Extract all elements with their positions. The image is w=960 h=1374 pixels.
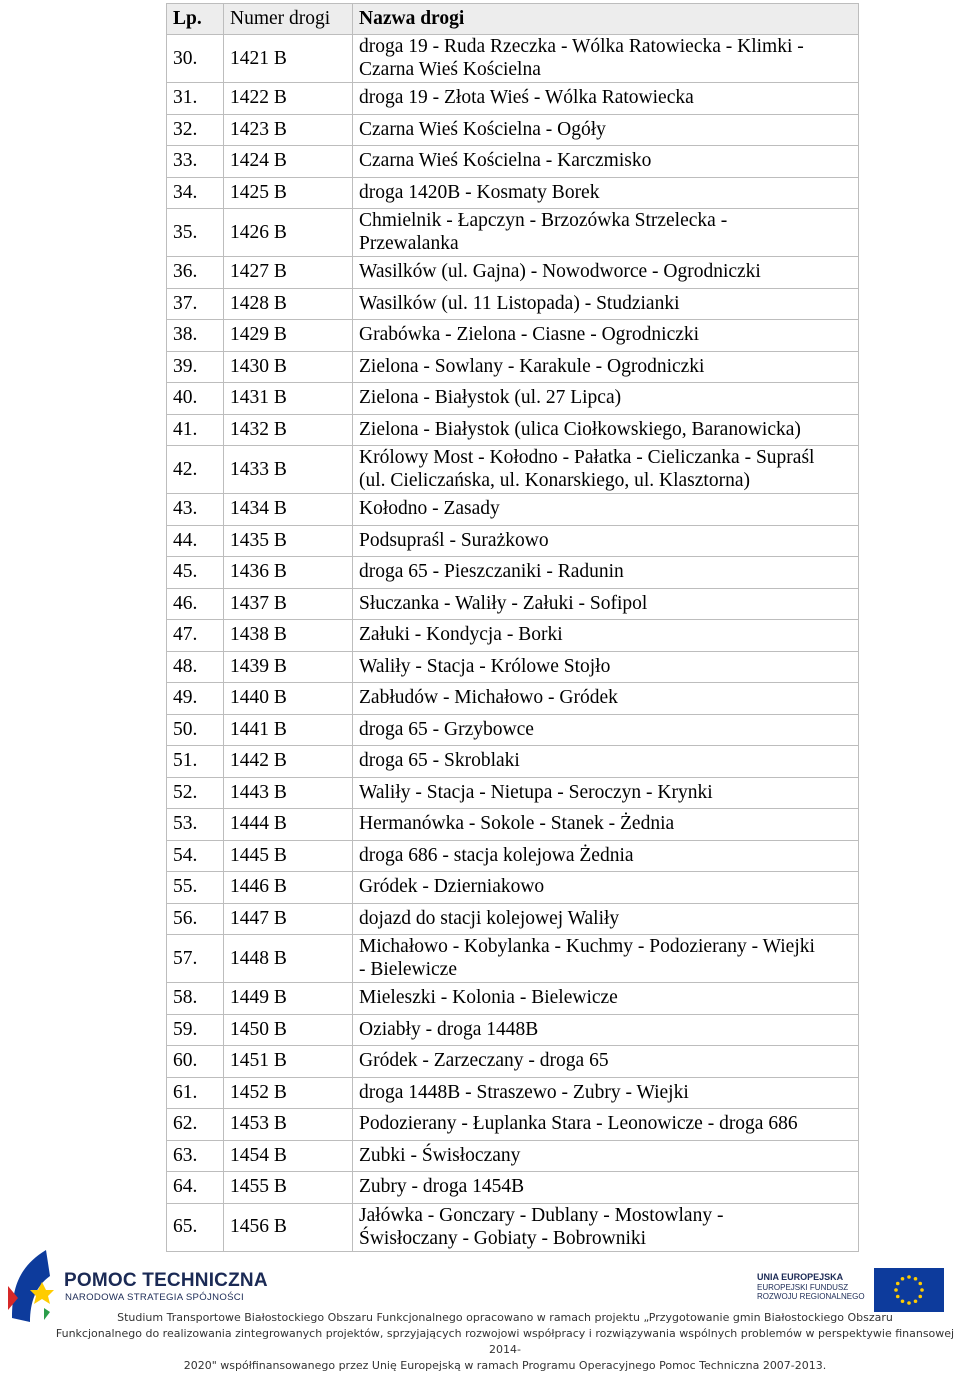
row-road-name <box>353 903 859 935</box>
row-road-name <box>353 777 859 809</box>
road-name-line: Królowy Most - Kołodno - Pałatka - Cieliczanka - Supraśl <box>359 447 815 468</box>
row-road-name <box>353 177 859 209</box>
row-road-number: 1440 B <box>224 683 353 715</box>
road-name-line: - Bielewicze <box>359 959 457 980</box>
row-lp: 40. <box>167 383 224 415</box>
row-lp: 51. <box>167 746 224 778</box>
road-name-line: Mieleszki - Kolonia - Bielewicze <box>359 987 618 1009</box>
table-row <box>167 525 859 557</box>
eu-star-icon <box>907 1275 911 1279</box>
table-row <box>167 777 859 809</box>
row-road-name <box>353 1172 859 1204</box>
row-road-number: 1427 B <box>224 257 353 289</box>
row-road-number: 1449 B <box>224 983 353 1015</box>
table-row <box>167 257 859 289</box>
table-row <box>167 903 859 935</box>
row-road-name <box>353 1046 859 1078</box>
row-road-name <box>353 383 859 415</box>
road-name-line: Podozierany - Łuplanka Stara - Leonowicze - droga 686 <box>359 1113 798 1135</box>
eu-star-icon <box>920 1288 924 1292</box>
row-road-number: 1441 B <box>224 714 353 746</box>
eu-star-icon <box>918 1295 922 1299</box>
row-road-name <box>353 983 859 1015</box>
row-road-name <box>353 320 859 352</box>
row-road-name <box>353 872 859 904</box>
row-road-number: 1442 B <box>224 746 353 778</box>
row-lp: 30. <box>167 35 224 83</box>
eu-star-icon <box>896 1295 900 1299</box>
footer-note-line: 2020" współfinansowanego przez Unię Europejską w ramach Programu Operacyjnego Pomoc Techniczna 2007-2013. <box>183 1359 827 1372</box>
row-road-name <box>353 257 859 289</box>
row-road-name <box>353 114 859 146</box>
logo-title: POMOC TECHNICZNA <box>64 1270 268 1291</box>
table-row <box>167 1172 859 1204</box>
row-road-name <box>353 557 859 589</box>
eu-label <box>757 1273 869 1302</box>
table-row <box>167 809 859 841</box>
row-road-number: 1425 B <box>224 177 353 209</box>
row-road-number: 1423 B <box>224 114 353 146</box>
row-road-name <box>353 146 859 178</box>
table-row <box>167 209 859 257</box>
road-name-line: Gródek - Dzierniakowo <box>359 876 545 898</box>
row-road-number: 1451 B <box>224 1046 353 1078</box>
road-name-line: Kołodno - Zasady <box>359 498 500 520</box>
row-road-number: 1450 B <box>224 1014 353 1046</box>
page-footer <box>0 1240 960 1372</box>
eu-star-icon <box>901 1299 905 1303</box>
eu-star-icon <box>914 1277 918 1281</box>
table-header-row <box>167 4 859 35</box>
table-row <box>167 840 859 872</box>
road-name-line: Czarna Wieś Kościelna - Ogóły <box>359 118 606 140</box>
road-name-line: droga 19 - Złota Wieś - Wólka Ratowiecka <box>359 87 694 109</box>
road-name-line: Załuki - Kondycja - Borki <box>359 624 563 646</box>
row-road-name <box>353 1109 859 1141</box>
eu-star-icon <box>901 1277 905 1281</box>
row-road-name <box>353 1140 859 1172</box>
row-road-number: 1433 B <box>224 446 353 494</box>
row-road-name <box>353 288 859 320</box>
row-lp: 36. <box>167 257 224 289</box>
row-lp: 59. <box>167 1014 224 1046</box>
road-name-line: Zubry - droga 1454B <box>359 1176 525 1198</box>
row-road-number: 1422 B <box>224 83 353 115</box>
road-name-line: (ul. Cieliczańska, ul. Konarskiego, ul. Klasztorna) <box>359 470 750 491</box>
road-name-line: Zielona - Białystok (ulica Ciołkowskiego, Baranowicka) <box>359 418 801 440</box>
row-lp: 34. <box>167 177 224 209</box>
row-road-name <box>353 935 859 983</box>
row-lp: 49. <box>167 683 224 715</box>
row-lp: 60. <box>167 1046 224 1078</box>
row-road-number: 1435 B <box>224 525 353 557</box>
row-road-name <box>353 714 859 746</box>
row-lp: 57. <box>167 935 224 983</box>
row-road-name <box>353 683 859 715</box>
eu-star-icon <box>918 1282 922 1286</box>
row-road-number: 1454 B <box>224 1140 353 1172</box>
row-road-number: 1439 B <box>224 651 353 683</box>
row-road-name <box>353 446 859 494</box>
road-name-line: droga 686 - stacja kolejowa Żednia <box>359 844 634 866</box>
row-road-number: 1429 B <box>224 320 353 352</box>
table-row <box>167 557 859 589</box>
row-road-number: 1428 B <box>224 288 353 320</box>
row-road-number: 1424 B <box>224 146 353 178</box>
road-name-line: Słuczanka - Waliły - Załuki - Sofipol <box>359 592 648 614</box>
table-row <box>167 83 859 115</box>
row-road-name <box>353 651 859 683</box>
table-row <box>167 683 859 715</box>
row-road-name <box>353 525 859 557</box>
row-road-number: 1437 B <box>224 588 353 620</box>
row-road-number: 1431 B <box>224 383 353 415</box>
road-name-line: Jałówka - Gonczary - Dublany - Mostowlany - <box>359 1204 724 1226</box>
road-name-line: Waliły - Stacja - Królowe Stojło <box>359 655 611 677</box>
row-road-name <box>353 351 859 383</box>
road-name-line: droga 65 - Pieszczaniki - Radunin <box>359 561 624 583</box>
row-road-number: 1426 B <box>224 209 353 257</box>
row-road-number: 1446 B <box>224 872 353 904</box>
row-road-name <box>353 1014 859 1046</box>
road-name-line: droga 65 - Skroblaki <box>359 750 520 772</box>
row-road-number: 1455 B <box>224 1172 353 1204</box>
eu-label-line: ROZWOJU REGIONALNEGO <box>757 1292 865 1301</box>
row-road-number: 1453 B <box>224 1109 353 1141</box>
row-lp: 38. <box>167 320 224 352</box>
row-road-name <box>353 1077 859 1109</box>
table-body <box>167 35 859 1252</box>
table-row <box>167 146 859 178</box>
row-lp: 42. <box>167 446 224 494</box>
row-lp: 50. <box>167 714 224 746</box>
footer-note-line: Funkcjonalnego do realizowania zintegrowanych projektów, sprzyjających rozwojowi współpracy i rozwiązywania wspólnych problemów w perspektywie finansowej 2014- <box>55 1327 955 1356</box>
row-road-number: 1432 B <box>224 414 353 446</box>
row-road-number: 1438 B <box>224 620 353 652</box>
table-row <box>167 1077 859 1109</box>
row-road-name <box>353 83 859 115</box>
row-lp: 55. <box>167 872 224 904</box>
row-lp: 65. <box>167 1203 224 1251</box>
row-lp: 54. <box>167 840 224 872</box>
table-row <box>167 1014 859 1046</box>
table-row <box>167 383 859 415</box>
table-row <box>167 1109 859 1141</box>
table-row <box>167 935 859 983</box>
road-name-line: Oziabły - droga 1448B <box>359 1018 539 1040</box>
row-lp: 48. <box>167 651 224 683</box>
road-name-line: droga 1420B - Kosmaty Borek <box>359 181 600 203</box>
row-lp: 35. <box>167 209 224 257</box>
row-road-number: 1421 B <box>224 35 353 83</box>
row-road-name <box>353 809 859 841</box>
road-name-line: Przewalanka <box>359 233 459 254</box>
table-row <box>167 288 859 320</box>
road-name-line: Zabłudów - Michałowo - Gródek <box>359 687 618 709</box>
road-name-line: Zielona - Białystok (ul. 27 Lipca) <box>359 387 622 409</box>
row-road-name <box>353 620 859 652</box>
table-row <box>167 1046 859 1078</box>
header-road-number: Numer drogi <box>224 4 353 35</box>
row-road-name <box>353 414 859 446</box>
row-road-number: 1443 B <box>224 777 353 809</box>
table-row <box>167 177 859 209</box>
row-lp: 33. <box>167 146 224 178</box>
row-lp: 56. <box>167 903 224 935</box>
row-lp: 32. <box>167 114 224 146</box>
table-row <box>167 494 859 526</box>
eu-star-icon <box>894 1288 898 1292</box>
row-road-number: 1448 B <box>224 935 353 983</box>
table-row <box>167 1140 859 1172</box>
road-name-line: Michałowo - Kobylanka - Kuchmy - Podozierany - Wiejki <box>359 936 815 957</box>
row-road-number: 1445 B <box>224 840 353 872</box>
eu-label-line: EUROPEJSKI FUNDUSZ <box>757 1282 849 1292</box>
table-row <box>167 714 859 746</box>
road-name-line: Chmielnik - Łapczyn - Brzozówka Strzelecka - <box>359 210 728 231</box>
road-name-line: Zubki - Świsłoczany <box>359 1144 521 1166</box>
eu-star-icon <box>907 1301 911 1305</box>
row-road-number: 1436 B <box>224 557 353 589</box>
road-name-line: Czarna Wieś Kościelna <box>359 59 541 80</box>
table-row <box>167 351 859 383</box>
road-name-line: Wasilków (ul. 11 Listopada) - Studzianki <box>359 292 680 314</box>
eu-star-icon <box>914 1299 918 1303</box>
row-lp: 61. <box>167 1077 224 1109</box>
table-row <box>167 446 859 494</box>
table-row <box>167 588 859 620</box>
roads-table <box>166 3 859 1252</box>
header-lp: Lp. <box>167 4 224 35</box>
table-row <box>167 872 859 904</box>
row-road-name <box>353 588 859 620</box>
road-name-line: Świsłoczany - Gobiaty - Bobrowniki <box>359 1227 647 1249</box>
logo-subtitle: NARODOWA STRATEGIA SPÓJNOŚCI <box>65 1292 244 1303</box>
row-lp: 63. <box>167 1140 224 1172</box>
table-row <box>167 746 859 778</box>
row-lp: 45. <box>167 557 224 589</box>
row-road-name <box>353 35 859 83</box>
row-lp: 62. <box>167 1109 224 1141</box>
row-road-name <box>353 746 859 778</box>
eu-flag-icon <box>874 1268 944 1312</box>
road-name-line: droga 65 - Grzybowce <box>359 718 534 740</box>
row-lp: 44. <box>167 525 224 557</box>
row-lp: 52. <box>167 777 224 809</box>
table-row <box>167 651 859 683</box>
table-row <box>167 35 859 83</box>
row-road-name <box>353 494 859 526</box>
footer-note <box>50 1310 960 1374</box>
road-name-line: Grabówka - Zielona - Ciasne - Ogrodniczki <box>359 324 700 346</box>
road-name-line: Gródek - Zarzeczany - droga 65 <box>359 1050 609 1072</box>
road-name-line: Zielona - Sowlany - Karakule - Ogrodniczki <box>359 355 705 377</box>
table-row <box>167 983 859 1015</box>
road-name-line: droga 1448B - Straszewo - Zubry - Wiejki <box>359 1081 689 1103</box>
row-lp: 39. <box>167 351 224 383</box>
header-road-name: Nazwa drogi <box>353 4 859 35</box>
row-road-number: 1456 B <box>224 1203 353 1251</box>
road-name-line: Hermanówka - Sokole - Stanek - Żednia <box>359 813 675 835</box>
row-lp: 47. <box>167 620 224 652</box>
table-row <box>167 414 859 446</box>
road-name-line: Podsupraśl - Surażkowo <box>359 529 549 551</box>
row-road-number: 1444 B <box>224 809 353 841</box>
row-lp: 31. <box>167 83 224 115</box>
row-lp: 53. <box>167 809 224 841</box>
row-road-name <box>353 840 859 872</box>
eu-label-line: UNIA EUROPEJSKA <box>757 1272 844 1282</box>
row-lp: 43. <box>167 494 224 526</box>
footer-note-line: Studium Transportowe Białostockiego Obszaru Funkcjonalnego opracowano w ramach projektu „Przygotowanie gmin Białostockiego Obszaru <box>117 1311 893 1324</box>
road-name-line: Czarna Wieś Kościelna - Karczmisko <box>359 150 652 172</box>
row-lp: 41. <box>167 414 224 446</box>
row-lp: 64. <box>167 1172 224 1204</box>
row-road-number: 1452 B <box>224 1077 353 1109</box>
row-lp: 46. <box>167 588 224 620</box>
eu-star-icon <box>896 1282 900 1286</box>
row-lp: 37. <box>167 288 224 320</box>
row-lp: 58. <box>167 983 224 1015</box>
row-road-number: 1447 B <box>224 903 353 935</box>
table-row <box>167 320 859 352</box>
road-name-line: droga 19 - Ruda Rzeczka - Wólka Ratowiecka - Klimki - <box>359 36 804 57</box>
road-name-line: Wasilków (ul. Gajna) - Nowodworce - Ogrodniczki <box>359 261 761 283</box>
row-road-number: 1434 B <box>224 494 353 526</box>
road-name-line: dojazd do stacji kolejowej Waliły <box>359 907 620 929</box>
row-road-name <box>353 209 859 257</box>
road-name-line: Waliły - Stacja - Nietupa - Seroczyn - Krynki <box>359 781 713 803</box>
table-row <box>167 114 859 146</box>
row-road-number: 1430 B <box>224 351 353 383</box>
table-row <box>167 620 859 652</box>
